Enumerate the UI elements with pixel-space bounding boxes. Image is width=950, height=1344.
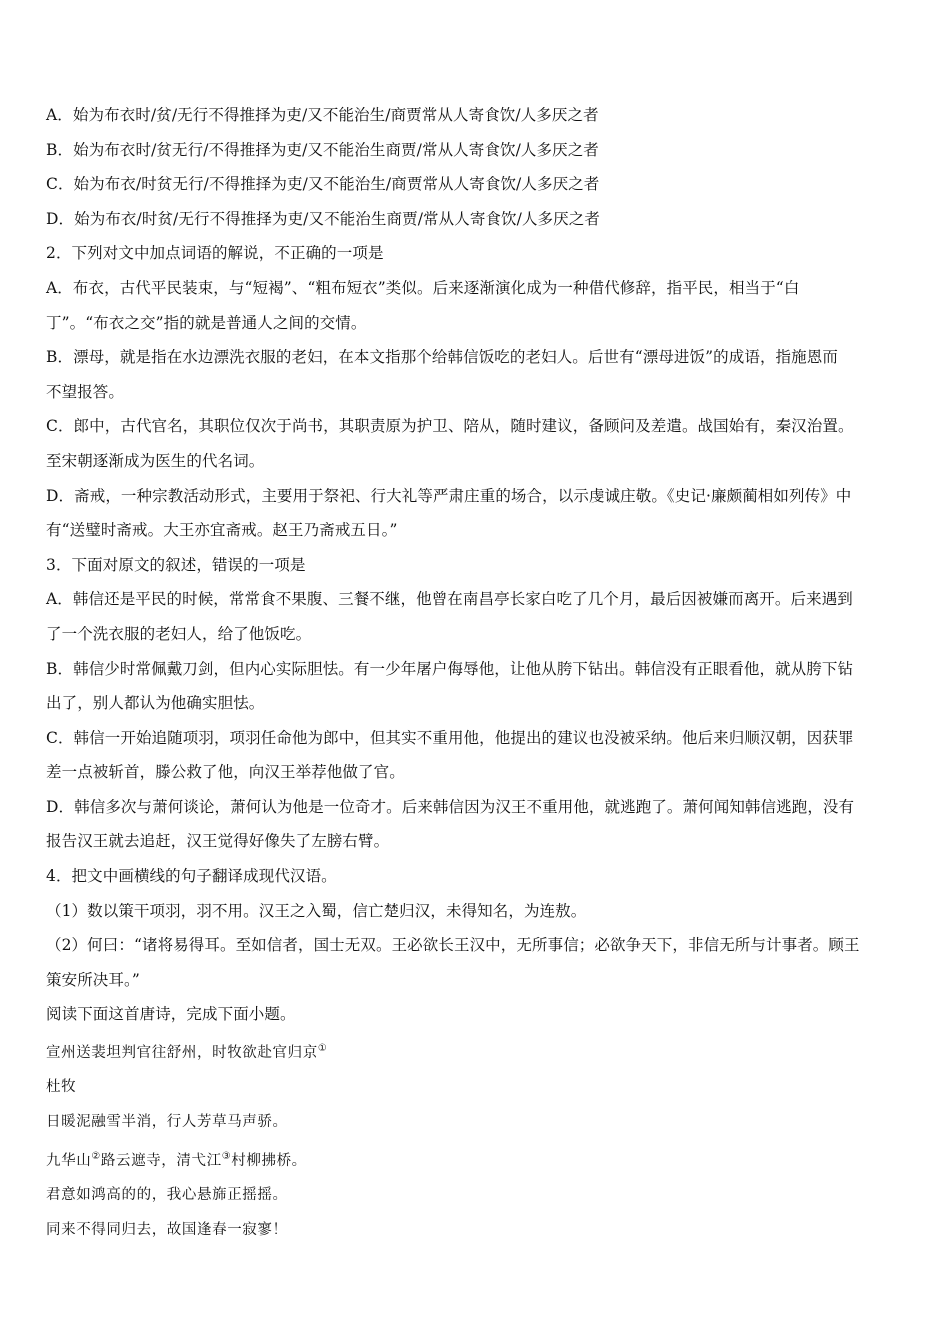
question-3: 3．下面对原文的叙述，错误的一项是 [46,555,306,574]
poem-title-footnote: ① [317,1043,328,1055]
poem-line-3: 君意如鸿高的的，我心悬旆正摇摇。 [46,1187,288,1204]
option-a-q2-line2: 丁”。“布衣之交”指的就是普通人之间的交情。 [46,313,367,332]
poem-line-2-part-a: 九华山 [46,1152,92,1169]
poem-author: 杜牧 [46,1079,77,1096]
poem-line-2-part-c: 村柳拂桥。 [231,1152,307,1169]
option-b-q2-line1: B．漂母，就是指在水边漂洗衣服的老妇，在本文指那个给韩信饭吃的老妇人。后世有“漂母进饭”的成语，指施恩而 [46,348,838,367]
option-d-q3-line1: D．韩信多次与萧何谈论，萧何认为他是一位奇才。后来韩信因为汉王不重用他，就逃跑了。萧何闻知韩信逃跑，没有 [46,797,855,816]
option-b-q3-line1: B．韩信少时常佩戴刀剑，但内心实际胆怯。有一少年屠户侮辱他，让他从胯下钻出。韩信没有正眼看他，就从胯下钻 [46,659,854,678]
option-a-q2-line1: A．布衣，古代平民装束，与“短褐”、“粗布短衣”类似。后来逐渐演化成为一种借代修辞，指平民，相当于“白 [46,278,800,297]
question-2: 2．下列对文中加点词语的解说，不正确的一项是 [46,244,384,263]
poem-line-4: 同来不得同归去，故国逢春一寂寥！ [46,1221,288,1238]
poem-title-text: 宣州送裴坦判官往舒州，时牧欲赴官归京 [46,1044,318,1061]
option-d-q2-line1: D．斋戒，一种宗教活动形式，主要用于祭祀、行大礼等严肃庄重的场合，以示虔诚庄敬。《史记·廉颇蔺相如列传》中 [46,486,852,505]
option-c-q2-line2: 至宋朝逐渐成为医生的代名词。 [46,451,265,470]
poem-instruction: 阅读下面这首唐诗，完成下面小题。 [46,1005,296,1024]
option-b-q3-line2: 出了，别人都认为他确实胆怯。 [46,694,265,713]
option-d-q3-line2: 报告汉王就去追赶，汉王觉得好像失了左膀右臂。 [46,832,390,851]
question-4-part-2-line2: 策安所决耳。” [46,970,140,989]
option-d-q2-line2: 有“送璧时斋戒。大王亦宜斋戒。赵王乃斋戒五日。” [46,521,398,540]
option-a-q1: A．始为布衣时/贫/无行不得推择为吏/又不能治生/商贾常从人寄食饮/人多厌之者 [46,106,599,124]
poem-line-2-footnote-a: ② [91,1150,101,1162]
option-b-q1: B．始为布衣时/贫无行/不得推择为吏/又不能治生商贾/常从人寄食饮/人多厌之者 [46,140,599,159]
option-a-q3-line1: A．韩信还是平民的时候，常常食不果腹、三餐不继，他曾在南昌亭长家白吃了几个月，最后因被嫌而离开。后来遇到 [46,590,853,609]
poem-title [46,1032,908,1070]
poem-line-2-footnote-b: ③ [221,1150,232,1162]
question-4-part-1: （1）数以策干项羽，羽不用。汉王之入蜀，信亡楚归汉，未得知名，为连敖。 [46,901,587,920]
document-page [46,98,908,1247]
poem-line-2-part-b: 路云遮寺，清弋江 [100,1152,222,1169]
poem-line-1: 日暖泥融雪半消，行人芳草马声骄。 [46,1114,288,1131]
option-c-q3-line2: 差一点被斩首，滕公救了他，向汉王举荐他做了官。 [46,763,405,782]
poem-line-2 [46,1140,908,1178]
option-c-q3-line1: C．韩信一开始追随项羽，项羽任命他为郎中，但其实不重用他，他提出的建议也没被采纳。他后来归顺汉朝，因获罪 [46,728,854,747]
option-b-q2-line2: 不望报答。 [46,382,125,401]
option-d-q1: D．始为布衣/时贫/无行不得推择为吏/又不能治生商贾/常从人寄食饮/人多厌之者 [46,209,600,228]
option-c-q1: C．始为布衣/时贫无行/不得推择为吏/又不能治生/商贾常从人寄食饮/人多厌之者 [46,175,600,194]
option-c-q2-line1: C．郎中，古代官名，其职位仅次于尚书，其职责原为护卫、陪从，随时建议，备顾问及差遣。战国始有，秦汉治置。 [46,417,854,436]
question-4-part-2-line1: （2）何曰：“诸将易得耳。至如信者，国士无双。王必欲长王汉中，无所事信；必欲争天下，非信无所与计事者。顾王 [46,936,860,955]
question-4: 4．把文中画横线的句子翻译成现代汉语。 [46,867,337,886]
option-a-q3-line2: 了一个洗衣服的老妇人，给了他饭吃。 [46,624,312,643]
